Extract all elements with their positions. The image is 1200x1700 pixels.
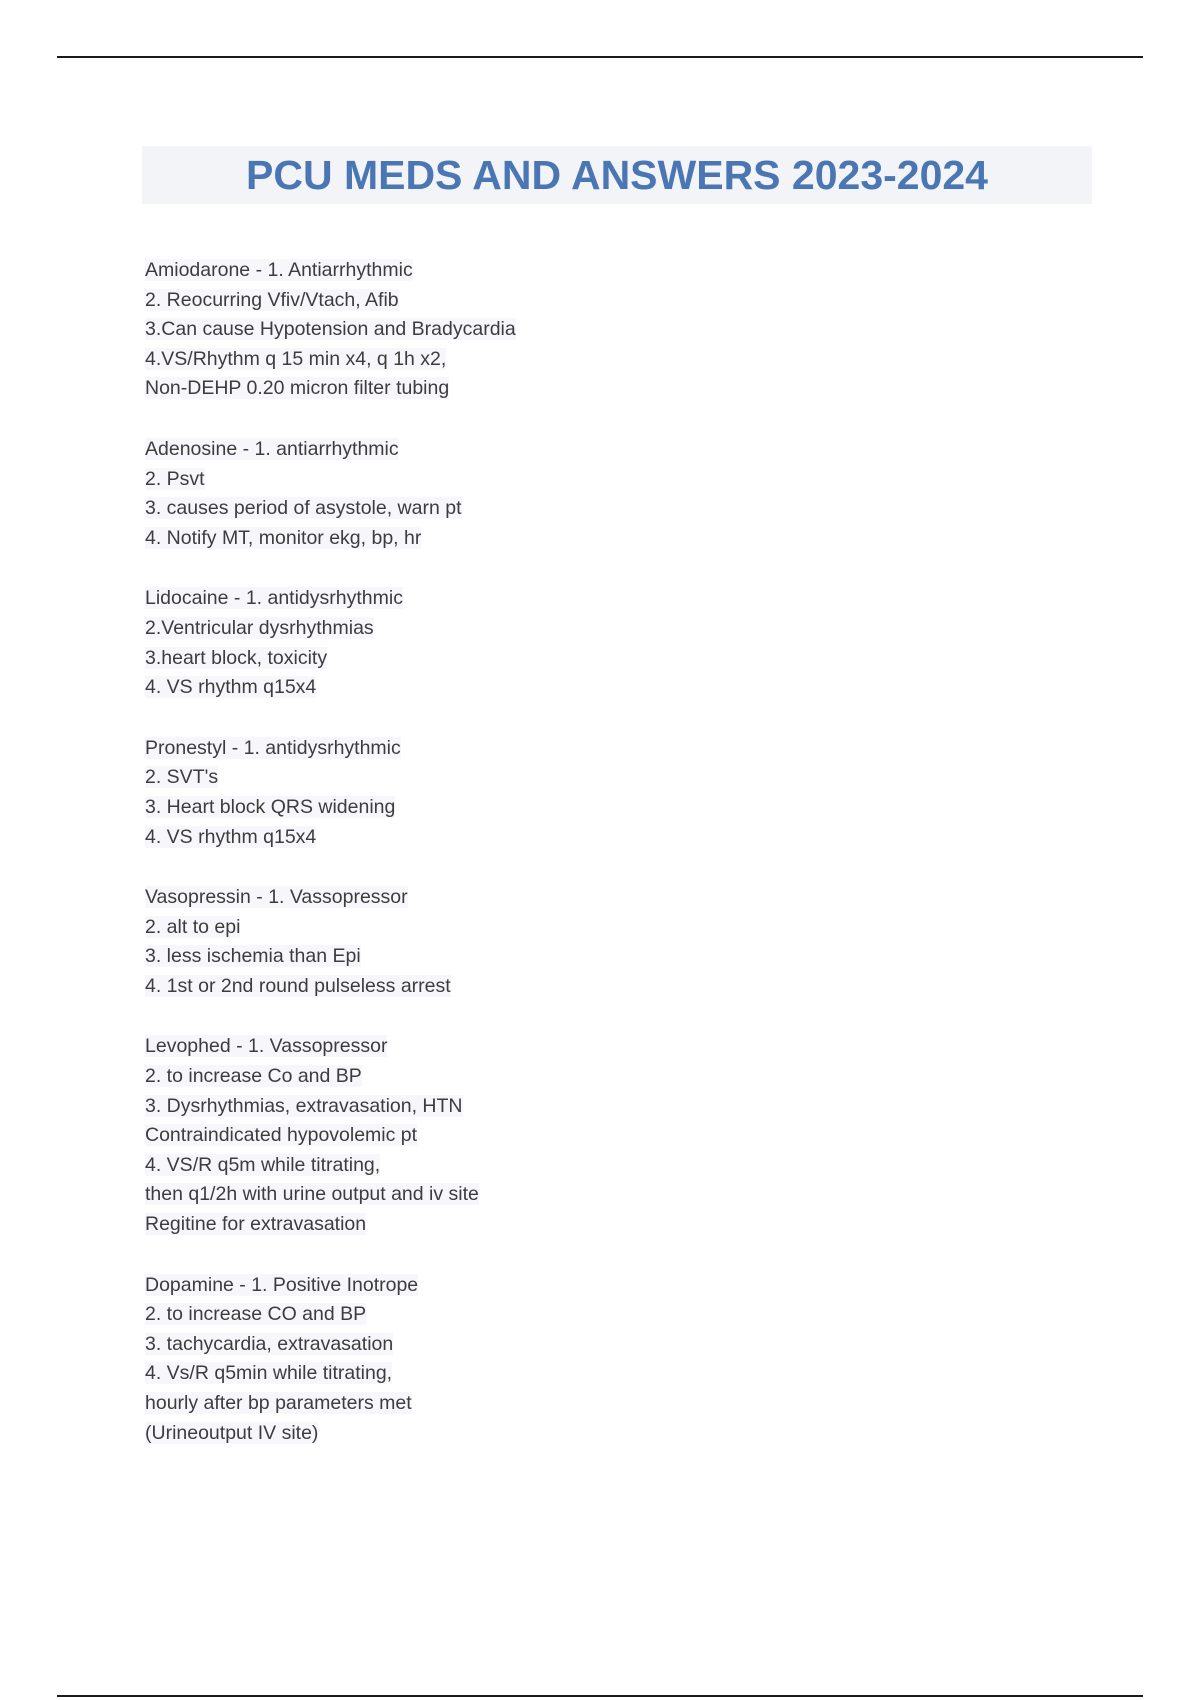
medication-name-line xyxy=(145,435,845,465)
medication-detail-line xyxy=(145,793,845,823)
medication-detail-line xyxy=(145,644,845,674)
medication-detail-line xyxy=(145,972,845,1002)
medication-detail-line xyxy=(145,1121,845,1151)
medication-entry xyxy=(145,734,845,852)
medication-name-line xyxy=(145,734,845,764)
medication-entry xyxy=(145,584,845,702)
medication-text: 2. Psvt xyxy=(145,467,205,490)
medication-text: Non-DEHP 0.20 micron filter tubing xyxy=(145,377,450,400)
medication-text: (Urineoutput IV site) xyxy=(145,1421,319,1444)
medication-detail-line xyxy=(145,942,845,972)
medication-name-line xyxy=(145,584,845,614)
medication-detail-line xyxy=(145,524,845,554)
medication-text: Dopamine - 1. Positive Inotrope xyxy=(145,1273,419,1296)
medication-text: 4. VS/R q5m while titrating, xyxy=(145,1153,381,1176)
medication-detail-line xyxy=(145,1092,845,1122)
medication-name-line xyxy=(145,1032,845,1062)
medication-text: 2. alt to epi xyxy=(145,915,241,938)
medication-detail-line xyxy=(145,823,845,853)
medication-detail-line xyxy=(145,1151,845,1181)
medication-entry xyxy=(145,1032,845,1239)
medication-detail-line xyxy=(145,1419,845,1449)
medication-list xyxy=(145,256,845,1479)
medication-text: 2. to increase Co and BP xyxy=(145,1065,362,1088)
medication-text: 2. to increase CO and BP xyxy=(145,1303,367,1326)
medication-text: hourly after bp parameters met xyxy=(145,1392,412,1414)
medication-detail-line xyxy=(145,374,845,404)
medication-entry xyxy=(145,883,845,1001)
medication-detail-line xyxy=(145,1389,845,1419)
document-title: PCU MEDS AND ANSWERS 2023-2024 xyxy=(245,151,988,198)
medication-text: 4.VS/Rhythm q 15 min x4, q 1h x2, xyxy=(145,347,447,370)
medication-detail-line xyxy=(145,614,845,644)
medication-detail-line xyxy=(145,1180,845,1210)
top-rule xyxy=(57,56,1143,58)
medication-text: 3. Heart block QRS widening xyxy=(145,795,396,818)
medication-detail-line xyxy=(145,1300,845,1330)
medication-detail-line xyxy=(145,1330,845,1360)
medication-name-line xyxy=(145,256,845,286)
medication-detail-line xyxy=(145,763,845,793)
medication-detail-line xyxy=(145,345,845,375)
medication-text: 3.Can cause Hypotension and Bradycardia xyxy=(145,318,516,341)
title-banner xyxy=(142,146,1092,204)
medication-text: Pronestyl - 1. antidysrhythmic xyxy=(145,736,401,759)
medication-detail-line xyxy=(145,1210,845,1240)
medication-detail-line xyxy=(145,913,845,943)
medication-text: 4. 1st or 2nd round pulseless arrest xyxy=(145,974,451,997)
medication-detail-line xyxy=(145,673,845,703)
medication-detail-line xyxy=(145,465,845,495)
medication-text: Regitine for extravasation xyxy=(145,1213,367,1236)
medication-detail-line xyxy=(145,1359,845,1389)
medication-text: 3. Dysrhythmias, extravasation, HTN xyxy=(145,1094,463,1117)
medication-entry xyxy=(145,435,845,553)
medication-detail-line xyxy=(145,1062,845,1092)
medication-text: Vasopressin - 1. Vassopressor xyxy=(145,886,408,909)
medication-name-line xyxy=(145,883,845,913)
medication-detail-line xyxy=(145,286,845,316)
medication-text: Contraindicated hypovolemic pt xyxy=(145,1124,418,1147)
medication-text: then q1/2h with urine output and iv site xyxy=(145,1183,479,1206)
medication-detail-line xyxy=(145,315,845,345)
medication-text: 3. causes period of asystole, warn pt xyxy=(145,497,462,520)
medication-text: 4. Vs/R q5min while titrating, xyxy=(145,1362,393,1385)
bottom-rule xyxy=(57,1695,1143,1697)
medication-text: 2. SVT's xyxy=(145,766,219,789)
medication-text: 3. less ischemia than Epi xyxy=(145,945,361,968)
medication-text: 3. tachycardia, extravasation xyxy=(145,1332,394,1355)
medication-text: Levophed - 1. Vassopressor xyxy=(145,1035,388,1058)
medication-text: Amiodarone - 1. Antiarrhythmic xyxy=(145,259,413,281)
medication-text: Adenosine - 1. antiarrhythmic xyxy=(145,437,399,460)
medication-entry xyxy=(145,256,845,404)
medication-text: 4. Notify MT, monitor ekg, bp, hr xyxy=(145,526,422,549)
medication-text: 4. VS rhythm q15x4 xyxy=(145,825,317,848)
medication-name-line xyxy=(145,1271,845,1301)
medication-detail-line xyxy=(145,494,845,524)
medication-text: 4. VS rhythm q15x4 xyxy=(145,676,317,699)
medication-text: Lidocaine - 1. antidysrhythmic xyxy=(145,587,403,610)
medication-entry xyxy=(145,1271,845,1449)
medication-text: 2.Ventricular dysrhythmias xyxy=(145,616,374,639)
medication-text: 3.heart block, toxicity xyxy=(145,646,328,669)
medication-text: 2. Reocurring Vfiv/Vtach, Afib xyxy=(145,288,399,311)
